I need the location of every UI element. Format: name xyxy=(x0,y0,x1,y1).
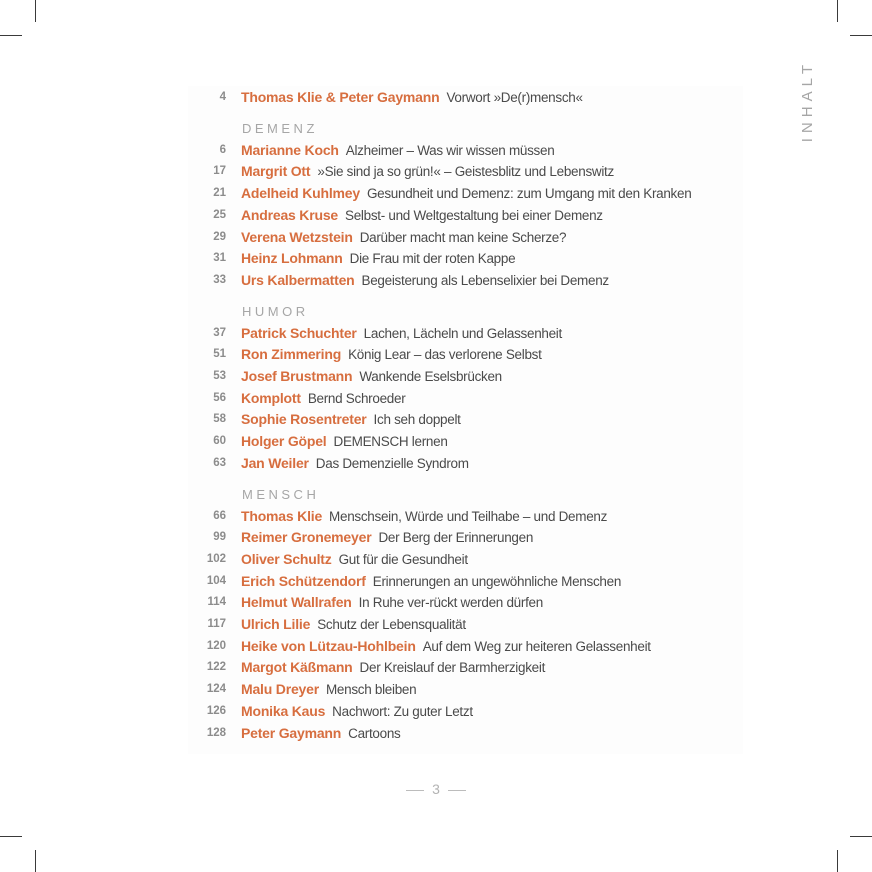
toc-entry[interactable] xyxy=(0,271,760,293)
entry-author: Thomas Klie xyxy=(241,507,323,524)
entry-title: Auf dem Weg zur heiteren Gelassenheit xyxy=(422,638,651,654)
entry-page-number: 37 xyxy=(213,326,226,339)
entry-page-number: 114 xyxy=(207,596,226,609)
entry-author: Josef Brustmann xyxy=(241,368,353,384)
entry-author: Andreas Kruse xyxy=(241,206,338,223)
entry-title: Bernd Schroeder xyxy=(307,390,406,406)
toc-entry[interactable] xyxy=(0,593,760,615)
entry-title: Lachen, Lächeln und Gelassenheit xyxy=(363,325,562,341)
entry-text xyxy=(241,616,466,632)
entry-title: Erinnerungen an ungewöhnliche Menschen xyxy=(372,573,622,589)
entry-text xyxy=(241,433,448,449)
entry-text xyxy=(241,529,533,545)
entry-author: Margrit Ott xyxy=(241,163,311,180)
entry-text xyxy=(241,725,401,741)
entry-author: Marianne Koch xyxy=(241,141,339,158)
entry-title: König Lear – das verlorene Selbst xyxy=(348,347,542,363)
toc-entry[interactable] xyxy=(0,637,760,659)
entry-title: In Ruhe ver-rückt werden dürfen xyxy=(358,595,543,611)
entry-text xyxy=(241,89,583,105)
entry-title: Der Kreislauf der Barmherzigkeit xyxy=(359,660,546,676)
entry-author: Holger Göpel xyxy=(241,433,327,450)
entry-page-number: 31 xyxy=(213,252,226,265)
toc-entry[interactable] xyxy=(0,389,760,411)
entry-page-number: 124 xyxy=(206,683,226,696)
section-heading: HUMOR xyxy=(242,303,309,319)
entry-text xyxy=(241,368,502,384)
entry-title: DEMENSCH lernen xyxy=(333,434,448,450)
crop-mark xyxy=(35,850,36,872)
entry-page-number: 120 xyxy=(206,639,226,652)
entry-title: Schutz der Lebensqualität xyxy=(317,617,466,632)
entry-text xyxy=(241,346,542,362)
entry-author: Ron Zimmering xyxy=(241,346,342,363)
entry-title: Begeisterung als Lebenselixier bei Demenz xyxy=(361,272,609,288)
entry-title: Gesundheit und Demenz: zum Umgang mit den Kranken xyxy=(366,186,692,202)
page-folio xyxy=(0,781,872,797)
crop-mark xyxy=(850,35,872,36)
entry-author: Thomas Klie & Peter Gaymann xyxy=(241,89,440,105)
entry-text xyxy=(241,325,562,341)
entry-author: Verena Wetzstein xyxy=(241,228,353,245)
entry-author: Peter Gaymann xyxy=(241,724,342,741)
crop-mark xyxy=(837,0,838,22)
entry-text xyxy=(241,142,554,158)
toc-entry[interactable] xyxy=(0,184,760,206)
entry-page-number: 117 xyxy=(207,618,226,630)
toc-entry[interactable] xyxy=(0,410,760,432)
entry-text xyxy=(241,455,469,471)
entry-title: Das Demenzielle Syndrom xyxy=(315,455,469,471)
entry-page-number: 56 xyxy=(213,391,226,404)
entry-author: Urs Kalbermatten xyxy=(241,271,355,288)
entry-title: Wankende Eselsbrücken xyxy=(359,369,502,384)
entry-text xyxy=(241,250,515,266)
entry-page-number: 4 xyxy=(219,91,226,103)
entry-text xyxy=(241,229,566,245)
entry-page-number: 29 xyxy=(213,230,226,243)
entry-text xyxy=(241,703,473,719)
entry-text xyxy=(241,681,416,697)
entry-text xyxy=(241,207,603,223)
entry-text xyxy=(241,638,651,654)
entry-author: Adelheid Kuhlmey xyxy=(241,185,360,202)
entry-page-number: 128 xyxy=(206,726,226,739)
entry-author: Malu Dreyer xyxy=(241,681,319,698)
entry-title: Cartoons xyxy=(348,725,401,741)
toc-entry[interactable] xyxy=(0,345,760,367)
crop-mark xyxy=(837,850,838,872)
toc-entry[interactable] xyxy=(0,88,760,110)
entry-page-number: 51 xyxy=(213,348,226,361)
entry-page-number: 53 xyxy=(213,370,226,382)
entry-page-number: 17 xyxy=(213,165,226,178)
toc-entry[interactable] xyxy=(0,572,760,594)
entry-text xyxy=(241,594,543,610)
entry-title: Menschsein, Würde und Teilhabe – und Demenz xyxy=(329,508,608,524)
toc-entry[interactable] xyxy=(0,249,760,271)
entry-page-number: 58 xyxy=(213,413,226,426)
toc-entry[interactable] xyxy=(0,206,760,228)
toc-entry[interactable] xyxy=(0,528,760,550)
entry-text xyxy=(241,390,405,406)
entry-author: Reimer Gronemeyer xyxy=(241,529,372,546)
entry-title: Der Berg der Erinnerungen xyxy=(378,530,534,546)
toc-entry[interactable] xyxy=(0,367,760,389)
entry-text xyxy=(241,551,468,567)
toc-entry[interactable] xyxy=(0,324,760,346)
entry-author: Erich Schützendorf xyxy=(241,572,366,589)
entry-title: Vorwort »De(r)mensch« xyxy=(446,90,583,105)
section-side-label: INHALT xyxy=(799,60,816,143)
entry-title: »Sie sind ja so grün!« – Geistesblitz und Lebenswitz xyxy=(317,164,614,180)
entry-author: Komplott xyxy=(241,389,301,406)
entry-title: Alzheimer – Was wir wissen müssen xyxy=(345,142,555,158)
toc-entry[interactable] xyxy=(0,454,760,476)
entry-text xyxy=(241,163,614,179)
entry-page-number: 102 xyxy=(206,552,226,565)
entry-page-number: 6 xyxy=(219,143,226,156)
entry-page-number: 33 xyxy=(213,273,226,286)
entry-page-number: 63 xyxy=(213,456,226,469)
crop-mark xyxy=(0,836,22,837)
entry-title: Die Frau mit der roten Kappe xyxy=(349,251,516,267)
entry-text xyxy=(241,411,461,427)
entry-page-number: 126 xyxy=(206,704,226,717)
crop-mark xyxy=(35,0,36,22)
entry-title: Gut für die Gesundheit xyxy=(338,551,468,567)
entry-author: Jan Weiler xyxy=(241,454,309,471)
entry-text xyxy=(241,508,607,524)
entry-author: Helmut Wallrafen xyxy=(241,594,352,611)
toc-entry[interactable] xyxy=(0,141,760,163)
entry-author: Margot Käßmann xyxy=(241,659,353,676)
crop-mark xyxy=(0,35,22,36)
entry-author: Sophie Rosentreter xyxy=(241,411,367,428)
entry-page-number: 60 xyxy=(213,435,226,448)
entry-author: Heinz Lohmann xyxy=(241,250,343,267)
entry-title: Selbst- und Weltgestaltung bei einer Demenz xyxy=(345,207,603,223)
toc-entry[interactable] xyxy=(0,432,760,454)
section-heading: DEMENZ xyxy=(242,120,318,136)
entry-text xyxy=(241,659,545,675)
toc-entry[interactable] xyxy=(0,702,760,724)
toc-entry[interactable] xyxy=(0,680,760,702)
entry-title: Nachwort: Zu guter Letzt xyxy=(332,703,473,719)
entry-page-number: 122 xyxy=(206,661,226,674)
entry-text xyxy=(241,272,609,288)
toc-entry[interactable] xyxy=(0,615,760,637)
folio-dash xyxy=(406,790,424,791)
toc-entry[interactable] xyxy=(0,228,760,250)
entry-author: Heike von Lützau-Hohlbein xyxy=(241,637,416,654)
entry-text xyxy=(241,185,691,201)
crop-mark xyxy=(850,836,872,837)
toc-entry[interactable] xyxy=(0,162,760,184)
toc-entry[interactable] xyxy=(0,658,760,680)
entry-page-number: 99 xyxy=(213,531,226,544)
entry-author: Patrick Schuchter xyxy=(241,324,357,341)
entry-author: Ulrich Lilie xyxy=(241,616,311,632)
page-number: 3 xyxy=(432,781,440,797)
entry-title: Mensch bleiben xyxy=(325,682,417,698)
folio-dash xyxy=(448,790,466,791)
entry-page-number: 66 xyxy=(213,509,226,522)
entry-page-number: 21 xyxy=(213,187,226,200)
entry-title: Darüber macht man keine Scherze? xyxy=(359,229,567,245)
section-heading: MENSCH xyxy=(242,486,320,502)
entry-page-number: 25 xyxy=(213,208,226,221)
toc-entry[interactable] xyxy=(0,550,760,572)
toc-entry[interactable] xyxy=(0,724,760,746)
entry-page-number: 104 xyxy=(206,574,226,587)
entry-author: Oliver Schultz xyxy=(241,550,332,567)
entry-title: Ich seh doppelt xyxy=(373,412,461,428)
entry-author: Monika Kaus xyxy=(241,702,326,719)
toc-entry[interactable] xyxy=(0,507,760,529)
entry-text xyxy=(241,573,621,589)
